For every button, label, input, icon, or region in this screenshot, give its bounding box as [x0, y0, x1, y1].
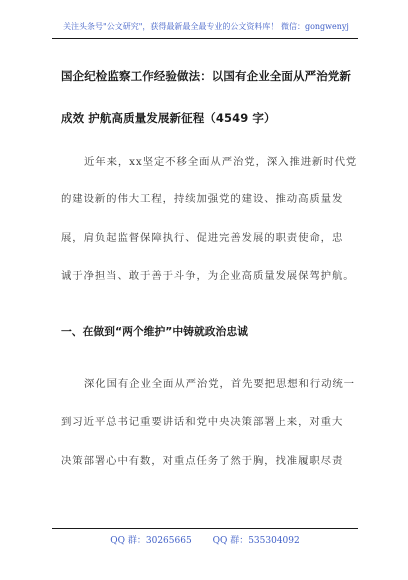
intro-paragraph-line-2: 的建设新的伟大工程，持续加强党的建设、推动高质量发: [61, 193, 344, 205]
intro-paragraph-line-3: 展，肩负起监督保障执行、促进完善发展的职责使命，忠: [61, 232, 344, 244]
document-title-line-1: 国企纪检监察工作经验做法：以国有企业全面从严治党新: [61, 69, 351, 83]
intro-paragraph-line-1: 近年来，xx坚定不移全面从严治党，深入推进新时代党: [84, 156, 358, 168]
header-divider: [52, 38, 358, 39]
section-heading-1: 一、在做到“两个维护”中铸就政治忠诚: [61, 325, 248, 338]
section1-paragraph-line-2: 到习近平总书记重要讲话和党中央决策部署上来，对重大: [61, 416, 344, 428]
intro-paragraph-line-4: 诚于净担当、敢于善于斗争，为企业高质量发展保驾护航。: [61, 270, 355, 282]
section1-paragraph-line-3: 决策部署心中有数，对重点任务了然于胸，找准履职尽责: [61, 455, 344, 467]
footer-divider: [52, 528, 358, 529]
footer-qq-group-1: QQ 群：30265665: [110, 536, 192, 546]
section1-paragraph-line-1: 深化国有企业全面从严治党，首先要把思想和行动统一: [84, 378, 355, 390]
footer-contact: [52, 533, 358, 546]
footer-qq-group-2: QQ 群：535304092: [212, 536, 300, 546]
document-title-line-2: 成效 护航高质量发展新征程（4549 字）: [61, 111, 276, 125]
header-promo-text: 关注头条号"公文研究"，获得最新最全最专业的公文资料库！ 微信：gongwenyj: [63, 22, 349, 31]
